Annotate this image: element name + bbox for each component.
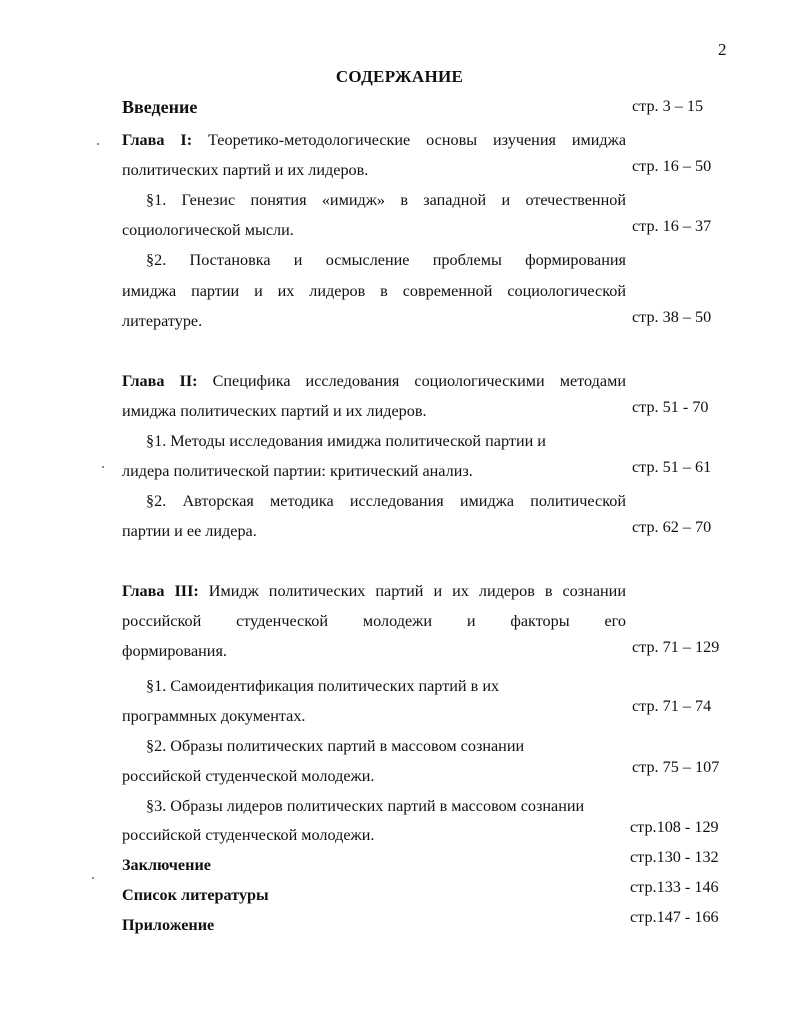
toc-ch1-s1-line1: §1. Генезис понятия «имидж» в западной и отечественной: [146, 191, 626, 209]
toc-chapter2-line2: имиджа политических партий и их лидеров.: [122, 402, 427, 420]
toc-ch3-s1-line2: программных документах.: [122, 707, 306, 725]
toc-ch1-s2-pages: стр. 38 – 50: [632, 308, 712, 326]
toc-ch2-s1-line1: §1. Методы исследования имиджа политической партии и: [146, 432, 546, 450]
toc-ch3-s2-line2: российской студенческой молодежи.: [122, 767, 375, 785]
toc-conclusion-pages: стр.130 - 132: [630, 848, 719, 866]
scan-speck: [102, 466, 104, 468]
scan-speck: [97, 143, 99, 145]
toc-ch2-s1-line2: лидера политической партии: критический анализ.: [122, 462, 473, 480]
toc-ch3-s3-line2: российской студенческой молодежи.: [122, 826, 375, 844]
toc-chapter1-label: Глава I:: [122, 131, 193, 149]
toc-chapter2-line1: Глава II: Специфика исследования социологическими методами: [122, 372, 626, 390]
toc-chapter1-pages: стр. 16 – 50: [632, 157, 712, 175]
toc-ch3-s2-pages: стр. 75 – 107: [632, 758, 720, 776]
toc-chapter3-line3: формирования.: [122, 642, 227, 660]
toc-ch1-s1-line2: социологической мысли.: [122, 221, 294, 239]
toc-ch3-s3-line1: §3. Образы лидеров политических партий в массовом сознании: [146, 797, 585, 815]
toc-chapter3-label: Глава III:: [122, 582, 199, 600]
toc-ch1-s2-line2: имиджа партии и их лидеров в современной социологической: [122, 282, 626, 300]
toc-ch2-s2-line2: партии и ее лидера.: [122, 522, 257, 540]
toc-ch1-s2-line3: литературе.: [122, 312, 203, 330]
toc-chapter3-pages: стр. 71 – 129: [632, 638, 720, 656]
page-number: 2: [718, 40, 727, 59]
toc-appendix-label: Приложение: [122, 916, 215, 934]
scan-speck: [92, 877, 94, 879]
page-title: СОДЕРЖАНИЕ: [335, 67, 464, 86]
toc-intro-pages: стр. 3 – 15: [632, 97, 704, 115]
toc-ch2-s2-line1: §2. Авторская методика исследования имиджа политической: [146, 492, 626, 510]
toc-ch3-s1-pages: стр. 71 – 74: [632, 697, 712, 715]
toc-ch1-s2-line1: §2. Постановка и осмысление проблемы формирования: [146, 251, 626, 269]
toc-ch2-s2-pages: стр. 62 – 70: [632, 518, 712, 536]
toc-ch1-s1-pages: стр. 16 – 37: [632, 217, 712, 235]
toc-appendix-pages: стр.147 - 166: [630, 908, 719, 926]
toc-chapter2-pages: стр. 51 - 70: [632, 398, 709, 416]
toc-chapter3-line2: российской студенческой молодежи и факторы его: [122, 612, 626, 630]
toc-chapter2-label: Глава II:: [122, 372, 198, 390]
toc-ch3-s3-pages: стр.108 - 129: [630, 818, 719, 836]
toc-chapter1-line2: политических партий и их лидеров.: [122, 161, 369, 179]
toc-chapter3-line1: Глава III: Имидж политических партий и их лидеров в сознании: [122, 582, 627, 600]
toc-intro-label: Введение: [122, 97, 198, 117]
toc-bibliography-pages: стр.133 - 146: [630, 878, 719, 896]
toc-ch3-s1-line1: §1. Самоидентификация политических партий в их: [146, 677, 500, 695]
toc-ch2-s1-pages: стр. 51 – 61: [632, 458, 712, 476]
toc-bibliography-label: Список литературы: [122, 886, 269, 904]
toc-ch3-s2-line1: §2. Образы политических партий в массовом сознании: [146, 737, 525, 755]
toc-chapter1-line1: Глава I: Теоретико-методологические основы изучения имиджа: [122, 131, 627, 149]
toc-conclusion-label: Заключение: [122, 856, 211, 874]
